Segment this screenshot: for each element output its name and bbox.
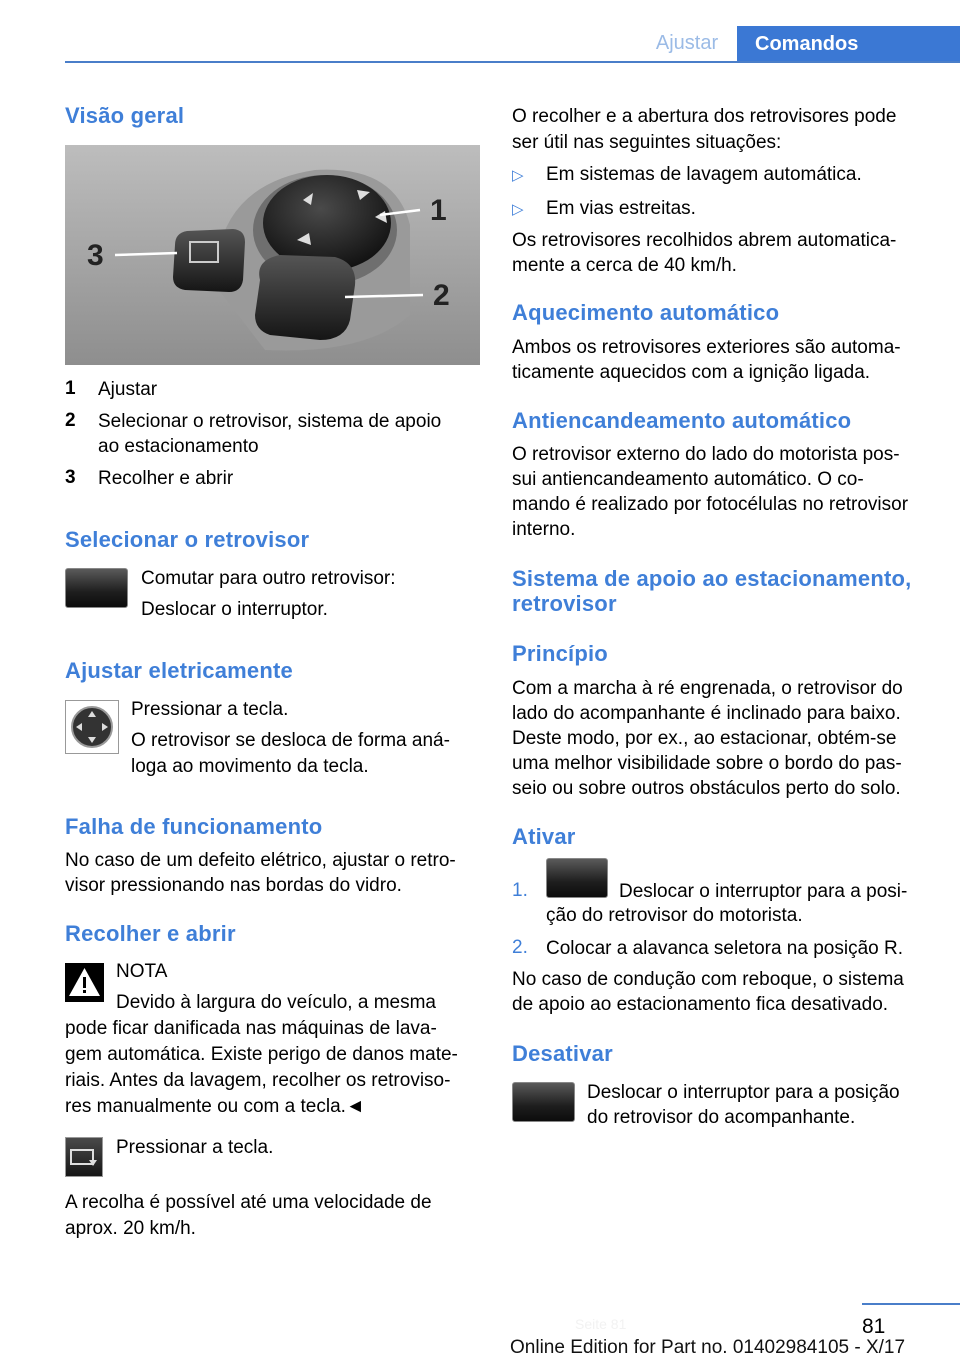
- aquec-text-1: Ambos os retrovisores exteriores são automa-: [512, 337, 901, 358]
- passenger-mirror-switch-icon: [512, 1082, 575, 1122]
- legend-text-2: Selecionar o retrovisor, sistema de apoio: [98, 411, 442, 432]
- step1-text-b: ção do retrovisor do motorista.: [546, 905, 803, 926]
- heading-desativar: Desativar: [512, 1041, 613, 1066]
- watermark: Seite 81: [575, 1316, 627, 1332]
- heading-sistema-1: Sistema de apoio ao estacionamento,: [512, 566, 912, 591]
- header-rule: [65, 61, 960, 63]
- step1-text-a: Deslocar o interruptor para a posi-: [619, 881, 908, 902]
- principio-text-5: seio ou sobre outros obstáculos perto do solo.: [512, 778, 901, 799]
- principio-text-3: Deste modo, por ex., ao estacionar, obtém-se: [512, 728, 897, 749]
- footer-rule: [862, 1303, 960, 1305]
- intro-text-2: ser útil nas seguintes situações:: [512, 132, 782, 153]
- heading-recolher: Recolher e abrir: [65, 921, 236, 946]
- recolha-text-2: aprox. 20 km/h.: [65, 1218, 196, 1239]
- edition-footer: Online Edition for Part no. 01402984105 - X/17: [510, 1337, 906, 1358]
- heading-aquecimento: Aquecimento automático: [512, 300, 780, 325]
- bullet-triangle-icon: ▷: [512, 167, 524, 184]
- mirror-select-switch-icon: [65, 568, 128, 608]
- nota-text-2: pode ficar danificada nas máquinas de lava-: [65, 1018, 437, 1039]
- step-number-1: 1.: [512, 880, 528, 901]
- principio-text-4: uma melhor visibilidade sobre o bordo do pas-: [512, 753, 902, 774]
- tab-ajustar[interactable]: Ajustar: [655, 32, 719, 54]
- press-key-text: Pressionar a tecla.: [116, 1137, 274, 1158]
- heading-selecionar: Selecionar o retrovisor: [65, 527, 310, 552]
- fold-key-svg: [66, 1138, 102, 1176]
- legend-text-1: Ajustar: [98, 379, 158, 400]
- nota-text-3: gem automática. Existe perigo de danos mate-: [65, 1044, 458, 1065]
- falha-text-2: visor pressionando nas bordas do vidro.: [65, 875, 402, 896]
- heading-ajustar: Ajustar eletricamente: [65, 658, 293, 683]
- bullet-text-2: Em vias estreitas.: [546, 198, 696, 219]
- step-number-2: 2.: [512, 937, 528, 958]
- nota-text-4: riais. Antes da lavagem, recolher os retroviso-: [65, 1070, 451, 1091]
- adjust-pad-icon: [65, 700, 119, 754]
- page-number: 81: [862, 1315, 886, 1338]
- fold-key-icon: [65, 1137, 103, 1177]
- nota-text-1: Devido à largura do veículo, a mesma: [116, 992, 436, 1013]
- bullet-text-1: Em sistemas de lavagem automática.: [546, 164, 862, 185]
- heading-visao-geral: Visão geral: [65, 103, 185, 128]
- intro-text-1: O recolher e a abertura dos retrovisores pode: [512, 106, 897, 127]
- warning-triangle-svg: [65, 963, 104, 1002]
- principio-text-2: lado do acompanhante é inclinado para baixo.: [512, 703, 901, 724]
- auto-open-text-2: mente a cerca de 40 km/h.: [512, 255, 737, 276]
- anti-text-2: sui antiencandeamento automático. O co-: [512, 469, 864, 490]
- figure-label-1: 1: [430, 194, 447, 227]
- step2-text: Colocar a alavanca seletora na posição R.: [546, 938, 903, 959]
- desativar-text-2: do retrovisor do acompanhante.: [587, 1107, 856, 1128]
- heading-principio: Princípio: [512, 641, 608, 666]
- ajustar-text-3: loga ao movimento da tecla.: [131, 756, 369, 777]
- principio-text-1: Com a marcha à ré engrenada, o retrovisor do: [512, 678, 903, 699]
- warning-icon: [65, 963, 104, 1002]
- driver-mirror-switch-icon: [546, 858, 608, 898]
- auto-open-text-1: Os retrovisores recolhidos abrem automatica-: [512, 230, 897, 251]
- legend-num-3: 3: [65, 467, 76, 488]
- anti-text-4: interno.: [512, 519, 576, 540]
- heading-ativar: Ativar: [512, 824, 576, 849]
- anti-text-3: mando é realizado por fotocélulas no retrovisor: [512, 494, 909, 515]
- ajustar-text-1: Pressionar a tecla.: [131, 699, 289, 720]
- reboque-text-2: de apoio ao estacionamento fica desativado.: [512, 994, 889, 1015]
- bullet-triangle-icon: ▷: [512, 201, 524, 218]
- figure-label-2: 2: [433, 279, 450, 312]
- heading-falha: Falha de funcionamento: [65, 814, 323, 839]
- nota-text-5: res manualmente ou com a tecla.◄: [65, 1096, 365, 1117]
- figure-label-3: 3: [87, 239, 104, 272]
- recolha-text-1: A recolha é possível até uma velocidade de: [65, 1192, 432, 1213]
- nota-label: NOTA: [116, 961, 168, 982]
- falha-text-1: No caso de um defeito elétrico, ajustar o retro-: [65, 850, 456, 871]
- heading-antiencandeamento: Antiencandeamento automático: [512, 408, 852, 433]
- legend-num-1: 1: [65, 378, 76, 399]
- reboque-text-1: No caso de condução com reboque, o sistema: [512, 969, 904, 990]
- anti-text-1: O retrovisor externo do lado do motorista pos-: [512, 444, 900, 465]
- selecionar-text-2: Deslocar o interruptor.: [141, 599, 328, 620]
- mirror-control-figure: [65, 145, 480, 365]
- selecionar-text-1: Comutar para outro retrovisor:: [141, 568, 396, 589]
- heading-sistema-2: retrovisor: [512, 591, 617, 616]
- ajustar-text-2: O retrovisor se desloca de forma aná-: [131, 730, 450, 751]
- legend-num-2: 2: [65, 410, 76, 431]
- legend-text-2b: ao estacionamento: [98, 436, 259, 457]
- tab-comandos[interactable]: Comandos: [737, 26, 960, 63]
- legend-text-3: Recolher e abrir: [98, 468, 234, 489]
- mirror-control-illustration: [65, 145, 480, 365]
- aquec-text-2: ticamente aquecidos com a ignição ligada.: [512, 362, 871, 383]
- adjust-pad-svg: [66, 701, 118, 753]
- desativar-text-1: Deslocar o interruptor para a posição: [587, 1082, 900, 1103]
